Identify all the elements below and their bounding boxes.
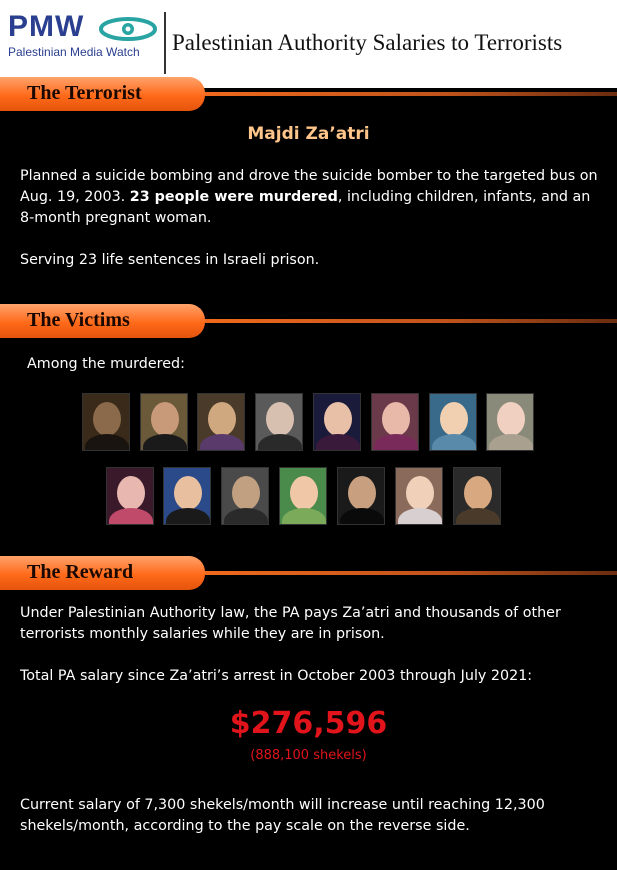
section-title: The Victims	[27, 309, 130, 331]
victims-intro: Among the murdered:	[27, 356, 185, 372]
victim-photo	[371, 393, 419, 451]
victim-photo	[106, 467, 154, 525]
description-text: Planned a suicide bombing and drove the suicide bomber to the targeted bus on Aug. 19, 2003.	[20, 168, 598, 205]
victim-photo	[279, 467, 327, 525]
description-emphasis: 23 people were murdered	[129, 189, 338, 205]
victim-photo	[140, 393, 188, 451]
section-title: The Terrorist	[27, 82, 142, 104]
victim-photo	[255, 393, 303, 451]
description-text: , including children, infants, and an 8-month pregnant woman.	[20, 189, 591, 226]
reward-law-text: Under Palestinian Authority law, the PA pays Za’atri and thousands of other terrorists monthly salaries while they are in prison.	[20, 605, 561, 642]
victim-photo	[313, 393, 361, 451]
section-rule	[190, 571, 617, 575]
section-header-terrorist	[0, 77, 617, 111]
section-title: The Reward	[27, 561, 134, 583]
victim-photo	[453, 467, 501, 525]
victim-photo	[82, 393, 130, 451]
terrorist-description	[20, 166, 605, 229]
current-salary-text: Current salary of 7,300 shekels/month will increase until reaching 12,300 shekels/month, according to the pay scale on the reverse side.	[20, 797, 545, 834]
logo-subtitle: Palestinian Media Watch	[8, 45, 140, 59]
eye-icon	[98, 14, 158, 44]
section-header-reward	[0, 556, 617, 590]
salary-total-amount: $276,596	[229, 706, 388, 741]
terrorist-name: Majdi Za’atri	[247, 124, 370, 144]
victim-photo	[395, 467, 443, 525]
page-header	[0, 0, 617, 88]
victim-photo	[429, 393, 477, 451]
victim-photo	[486, 393, 534, 451]
victim-photo	[221, 467, 269, 525]
pmw-logo	[8, 10, 158, 70]
section-header-victims	[0, 304, 617, 338]
logo-text: PMW	[8, 10, 85, 43]
page-title: Palestinian Authority Salaries to Terrorists	[172, 30, 563, 55]
victim-photo	[197, 393, 245, 451]
sentence-text: Serving 23 life sentences in Israeli prison.	[20, 252, 320, 268]
reward-total-label: Total PA salary since Za’atri’s arrest in October 2003 through July 2021:	[20, 668, 533, 684]
salary-total-shekels: (888,100 shekels)	[250, 748, 367, 763]
victim-photo	[337, 467, 385, 525]
section-rule	[190, 92, 617, 96]
header-divider	[164, 12, 166, 74]
victim-photo	[163, 467, 211, 525]
section-rule	[190, 319, 617, 323]
